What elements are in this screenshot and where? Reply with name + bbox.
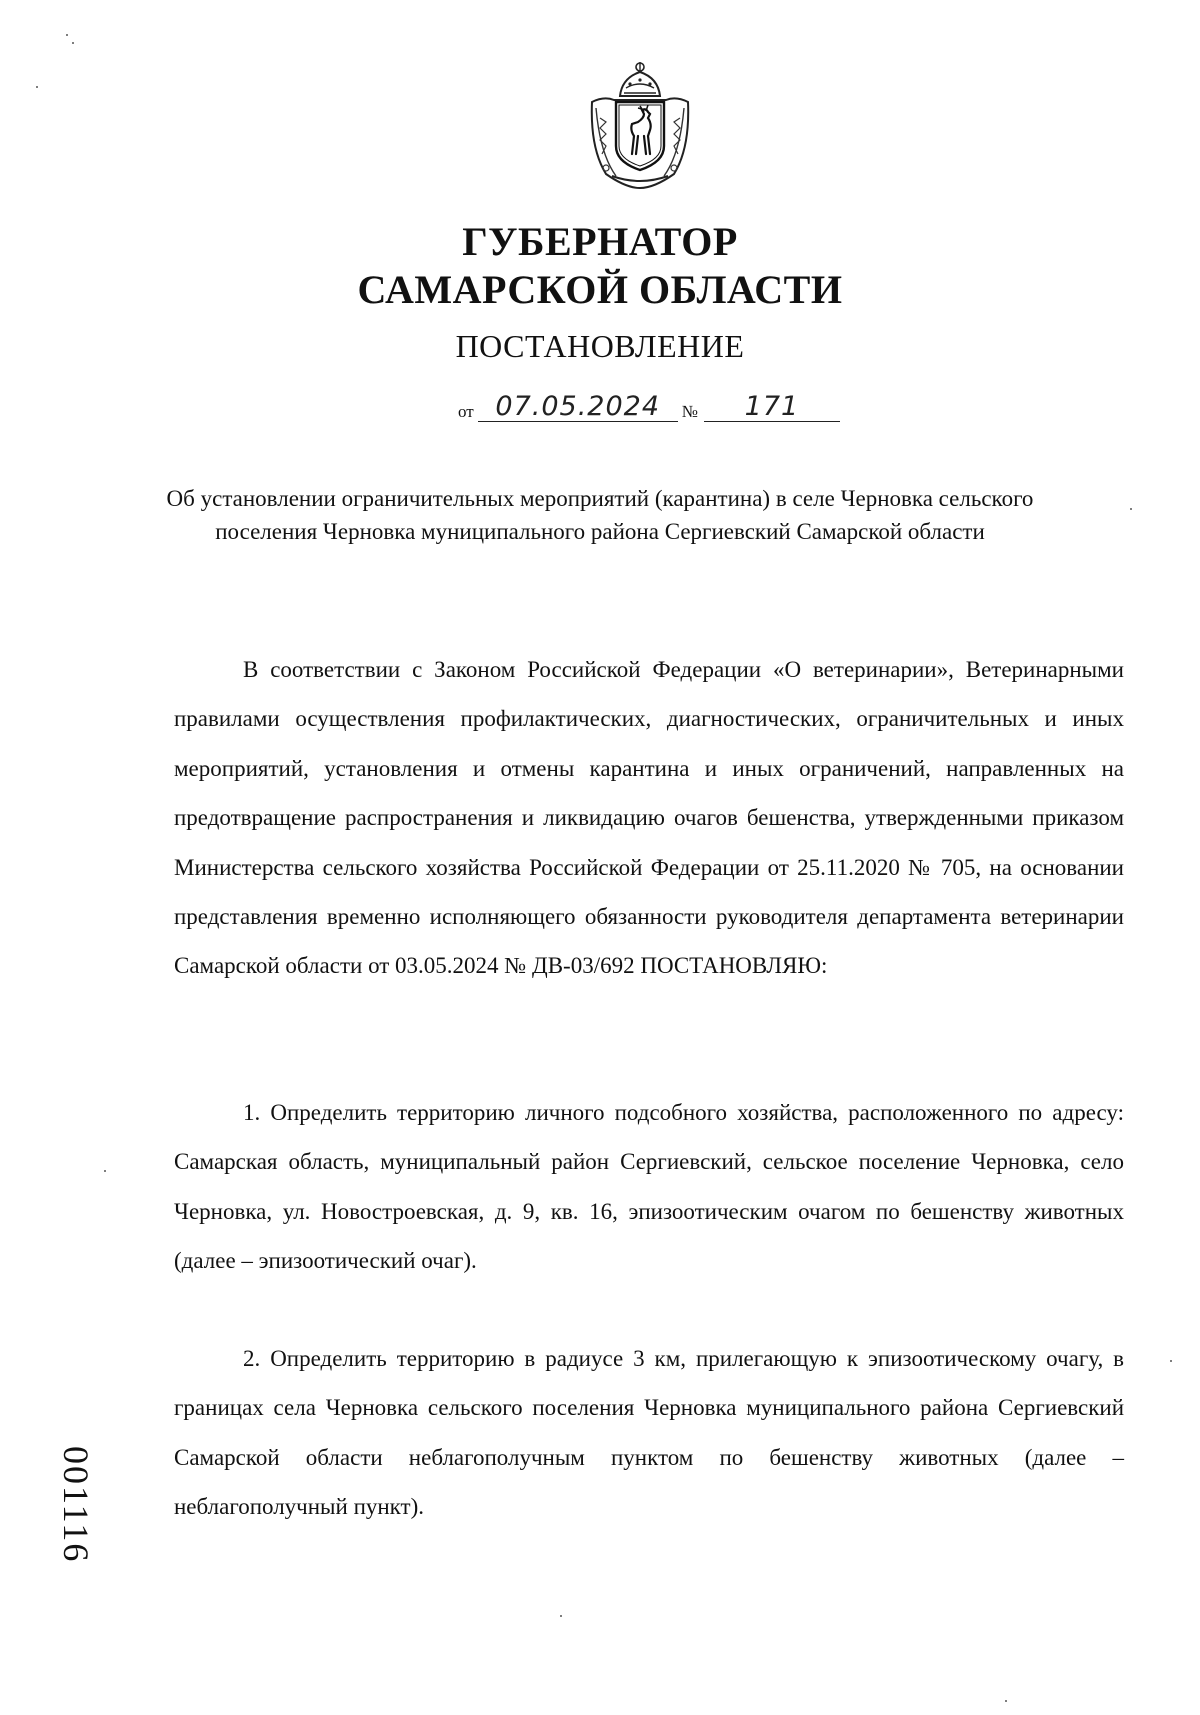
document-type: ПОСТАНОВЛЕНИЕ (455, 328, 745, 364)
authority-title-line1: ГУБЕРНАТОР (462, 219, 738, 264)
item-1-paragraph: 1. Определить территорию личного подсобного хозяйства, расположенного по адресу: Самарская область, муниципальный район Сергиевский, сельское поселение Черновка, село Черновка, ул. Новостроевская, д. 9, кв. 16, эпизоотическим очагом по бешенству животных (далее – эпизоотический очаг). (174, 1100, 1124, 1274)
margin-serial-stamp: 001116 (56, 1446, 96, 1564)
scan-speck (1170, 1360, 1172, 1362)
item-2-paragraph: 2. Определить территорию в радиусе 3 км, прилегающую к эпизоотическому очагу, в границах села Черновка сельского поселения Черновка муниципального района Сергиевский Самарской области неблагополучным пунктом по бешенству животных (далее – неблагополучный пункт). (174, 1346, 1124, 1520)
samara-coat-of-arms-icon (586, 58, 694, 190)
date-prefix: от (458, 402, 474, 421)
document-subject: Об установлении ограничительных мероприятий (карантина) в селе Черновка сельского поселения Черновка муниципального района Сергиевский Самарской области (166, 486, 1034, 544)
preamble-paragraph: В соответствии с Законом Российской Федерации «О ветеринарии», Ветеринарными правилами осуществления профилактических, диагностических, ограничительных и иных мероприятий, установления и отмены карантина и иных ограничений, направленных на предотвращение распространения и ликвидацию очагов бешенства, утвержденными приказом Министерства сельского хозяйства Российской Федерации от 25.11.2020 № 705, на основании представления временно исполняющего обязанности руководителя департамента ветеринарии Самарской области от 03.05.2024 № ДВ-03/692 ПОСТАНОВЛЯЮ: (174, 657, 1124, 979)
scan-speck (1005, 1700, 1007, 1702)
scan-speck (36, 86, 38, 88)
scan-speck (1130, 508, 1132, 510)
document-date: 07.05.2024 (478, 393, 678, 422)
scan-speck (72, 42, 74, 44)
scan-speck (104, 1170, 106, 1172)
document-number: 171 (704, 393, 840, 422)
authority-title-line2: САМАРСКОЙ ОБЛАСТИ (357, 267, 843, 312)
number-prefix: № (681, 402, 698, 421)
scan-speck (560, 1615, 562, 1617)
scan-speck (66, 34, 68, 36)
date-number-line (458, 392, 840, 422)
